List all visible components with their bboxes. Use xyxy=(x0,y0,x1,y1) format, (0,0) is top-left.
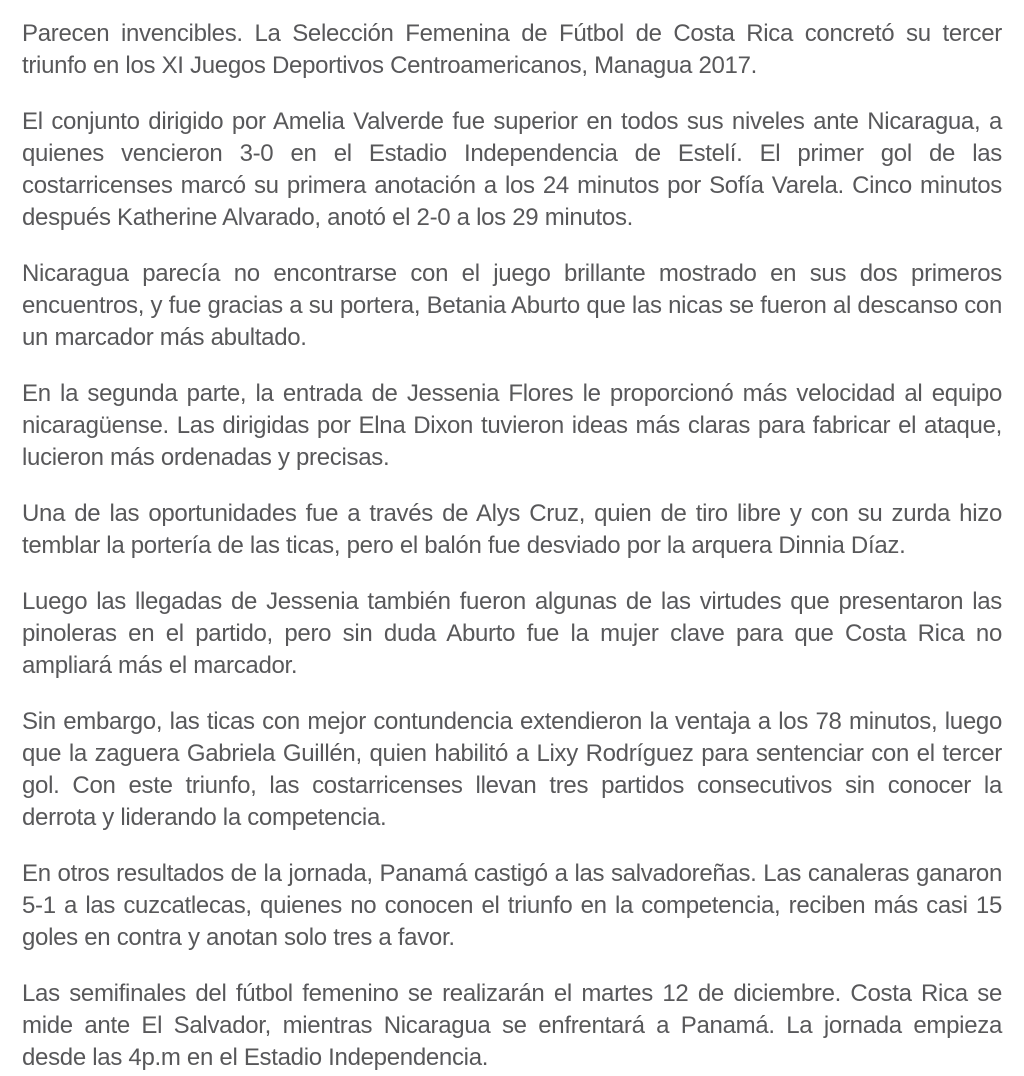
paragraph: Las semifinales del fútbol femenino se realizarán el martes 12 de diciembre. Costa Rica se mide ante El Salvador, mientras Nicaragua se enfrentará a Panamá. La jornada empieza desde las 4p.m en el Estadio Independencia. xyxy=(22,980,1002,1071)
paragraph: El conjunto dirigido por Amelia Valverde fue superior en todos sus niveles ante Nicaragua, a quienes vencieron 3-0 en el Estadio Independencia de Estelí. El primer gol de las costarricenses marcó su primera anotación a los 24 minutos por Sofía Varela. Cinco minutos después Katherine Alvarado, anotó el 2-0 a los 29 minutos. xyxy=(22,108,1002,231)
paragraph: Sin embargo, las ticas con mejor contundencia extendieron la ventaja a los 78 minutos, luego que la zaguera Gabriela Guillén, quien habilitó a Lixy Rodríguez para sentenciar con el tercer gol. Con este triunfo, las costarricenses llevan tres partidos consecutivos sin conocer la derrota y liderando la competencia. xyxy=(22,708,1002,831)
paragraph: En la segunda parte, la entrada de Jessenia Flores le proporcionó más velocidad al equipo nicaragüense. Las dirigidas por Elna Dixon tuvieron ideas más claras para fabricar el ataque, lucieron más ordenadas y precisas. xyxy=(22,380,1002,471)
paragraph: Parecen invencibles. La Selección Femenina de Fútbol de Costa Rica concretó su tercer triunfo en los XI Juegos Deportivos Centroamericanos, Managua 2017. xyxy=(22,20,1002,79)
paragraph: Una de las oportunidades fue a través de Alys Cruz, quien de tiro libre y con su zurda hizo temblar la portería de las ticas, pero el balón fue desviado por la arquera Dinnia Díaz. xyxy=(22,500,1002,559)
paragraph: En otros resultados de la jornada, Panamá castigó a las salvadoreñas. Las canaleras ganaron 5-1 a las cuzcatlecas, quienes no conocen el triunfo en la competencia, reciben más casi 15 goles en contra y anotan solo tres a favor. xyxy=(22,860,1002,951)
paragraph: Nicaragua parecía no encontrarse con el juego brillante mostrado en sus dos primeros encuentros, y fue gracias a su portera, Betania Aburto que las nicas se fueron al descanso con un marcador más abultado. xyxy=(22,260,1002,351)
paragraph: Luego las llegadas de Jessenia también fueron algunas de las virtudes que presentaron las pinoleras en el partido, pero sin duda Aburto fue la mujer clave para que Costa Rica no ampliará más el marcador. xyxy=(22,588,1002,679)
